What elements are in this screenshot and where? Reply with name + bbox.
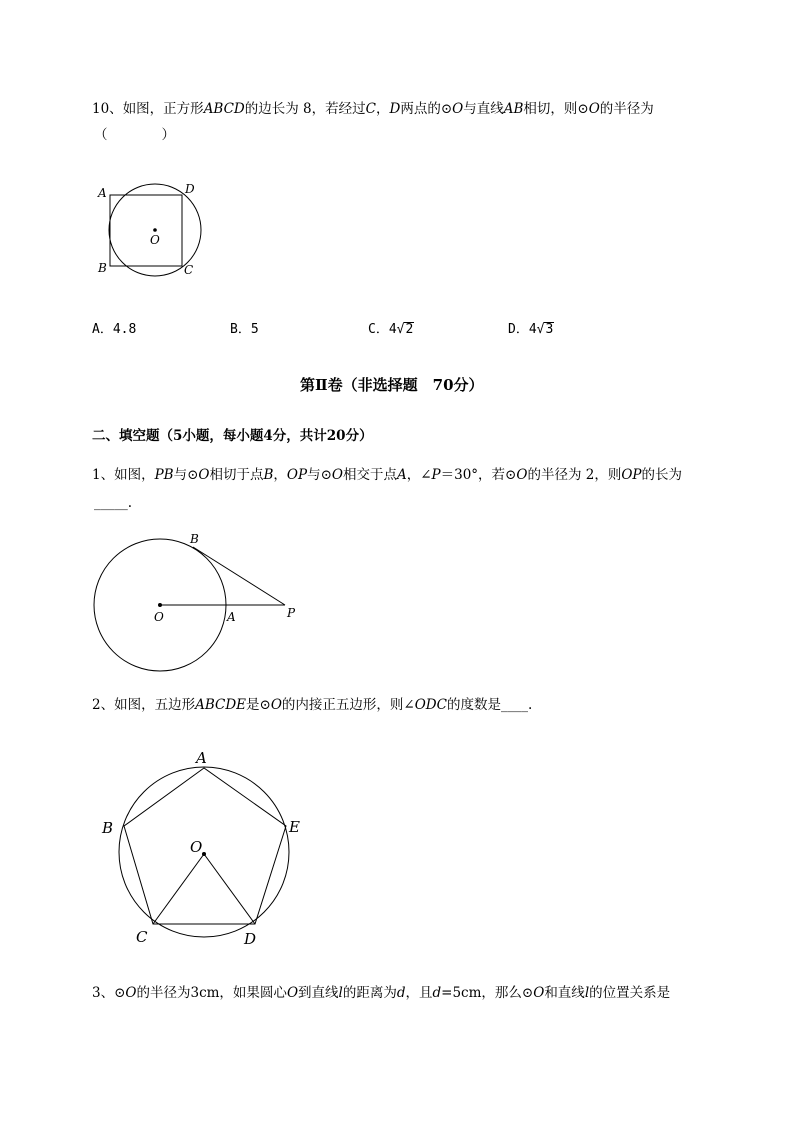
label-d: D (244, 930, 257, 948)
q1-text-part: ＝30°，若⊙ (440, 467, 517, 483)
pentagon-abcde (124, 768, 286, 924)
q10-var: C (365, 101, 376, 117)
q2-text-part: 的度数是____. (446, 697, 533, 713)
label-b: B (190, 532, 199, 546)
label-d: D (185, 182, 195, 196)
option-c-prefix: C．4 (368, 322, 397, 337)
q3-var: O (533, 985, 545, 1001)
label-b: B (98, 261, 107, 275)
q1-text-part: ，∠ (406, 467, 432, 483)
q1-text-part: 相交于点 (342, 467, 397, 483)
q1-var: P (431, 467, 441, 483)
q1-var: OP (286, 467, 308, 483)
q3-var: d (432, 985, 442, 1001)
q10-text (92, 100, 654, 118)
q2-text-part: 的内接正五边形，则∠ (281, 697, 415, 713)
q10-text-part: 两点的⊙ (400, 101, 453, 117)
q1-var: O (516, 467, 528, 483)
q1-text-part: ， (273, 467, 287, 483)
q1-text-part: 与⊙ (307, 467, 332, 483)
q1-text-part: 相切于点 (209, 467, 264, 483)
q2-var: O (270, 697, 282, 713)
sqrt-sign: √ (396, 322, 405, 337)
sqrt-sign: √ (536, 322, 545, 337)
q10-text-part: 如图，正方形 (122, 101, 204, 117)
q10-var: D (389, 101, 401, 117)
q10-text-part: 相切，则⊙ (523, 101, 589, 117)
q10-number: 10、 (92, 101, 123, 117)
q1-var: O (198, 467, 210, 483)
section-fill-blank: 二、填空题（5小题，每小题4分，共计20分） (92, 428, 373, 444)
segment-oc (153, 854, 204, 924)
q1-figure (90, 530, 310, 675)
q2-text-part: 如图，五边形 (114, 697, 196, 713)
q10-figure (90, 178, 220, 278)
q3-text-part: 的半径为3cm，如果圆心 (136, 985, 287, 1001)
q10-text-part: 的边长为 8，若经过 (244, 101, 366, 117)
center-point-o (158, 603, 162, 607)
q1-var: B (263, 467, 274, 483)
q3-var: d (396, 985, 406, 1001)
q10-var: O (452, 101, 464, 117)
q1-var: A (396, 467, 407, 483)
q1-blank[interactable]: _____. (94, 495, 133, 511)
q1-var: PB (154, 467, 174, 483)
label-a: A (196, 749, 207, 767)
q1-text-part: 如图， (114, 467, 155, 483)
label-p: P (287, 606, 296, 620)
q3-text-part: 到直线 (298, 985, 339, 1001)
option-d-prefix: D．4 (508, 322, 537, 337)
segment-od (204, 854, 255, 924)
q2-text (92, 696, 532, 714)
q3-var: O (286, 985, 299, 1001)
option-d-radicand: 3 (545, 322, 554, 337)
q3-text-part: 的位置关系是 (589, 985, 671, 1001)
label-o: O (154, 610, 164, 624)
q3-text (92, 984, 670, 1002)
q3-text-part: ，且 (405, 985, 433, 1001)
q10-answer-paren: （ ） (94, 127, 175, 143)
q10-var: AB (503, 101, 524, 117)
label-o: O (190, 838, 203, 856)
q1-text-part: 的长为 (641, 467, 682, 483)
q2-var: ABCDE (195, 697, 247, 713)
q10-option-c[interactable] (368, 318, 414, 337)
q10-option-b[interactable]: B．5 (230, 322, 259, 337)
option-c-radicand: 2 (405, 322, 414, 337)
q1-text-part: 与⊙ (173, 467, 199, 483)
label-a: A (227, 610, 236, 624)
q1-var: O (331, 467, 343, 483)
q10-text-part: 与直线 (463, 101, 504, 117)
q3-number: 3、 (92, 985, 115, 1001)
q3-var: l (584, 985, 590, 1001)
label-c: C (136, 928, 148, 946)
q10-text-part: 的半径为 (599, 101, 654, 117)
q1-number: 1、 (92, 467, 115, 483)
q3-var: O (125, 985, 137, 1001)
label-b: B (102, 819, 114, 837)
q10-option-d[interactable] (508, 318, 554, 337)
q1-text-part: 的半径为 2，则 (527, 467, 622, 483)
center-point-o (202, 852, 206, 856)
q3-var: l (338, 985, 343, 1001)
center-point-o (153, 228, 157, 232)
q3-text-part: ⊙ (114, 985, 126, 1001)
q2-var: ODC (414, 697, 447, 713)
label-e: E (289, 818, 300, 836)
q2-text-part: 是⊙ (246, 697, 271, 713)
q3-text-part: 的距离为 (342, 985, 397, 1001)
square-abcd (110, 195, 182, 266)
q10-var: O (588, 101, 600, 117)
q2-number: 2、 (92, 697, 115, 713)
q1-var: OP (621, 467, 642, 483)
tangent-pb (193, 547, 285, 605)
label-a: A (98, 186, 107, 200)
label-c: C (184, 263, 194, 277)
q2-figure (98, 748, 313, 948)
label-o: O (150, 233, 160, 247)
q10-option-a[interactable]: A．4.8 (92, 322, 137, 337)
q10-text-part: ， (376, 101, 390, 117)
q3-text-part: 和直线 (544, 985, 585, 1001)
q1-text (92, 466, 682, 484)
part2-title: 第Ⅱ卷（非选择题 70分） (300, 376, 484, 394)
q10-var: ABCD (203, 101, 245, 117)
q3-text-part: =5cm，那么⊙ (441, 985, 534, 1001)
